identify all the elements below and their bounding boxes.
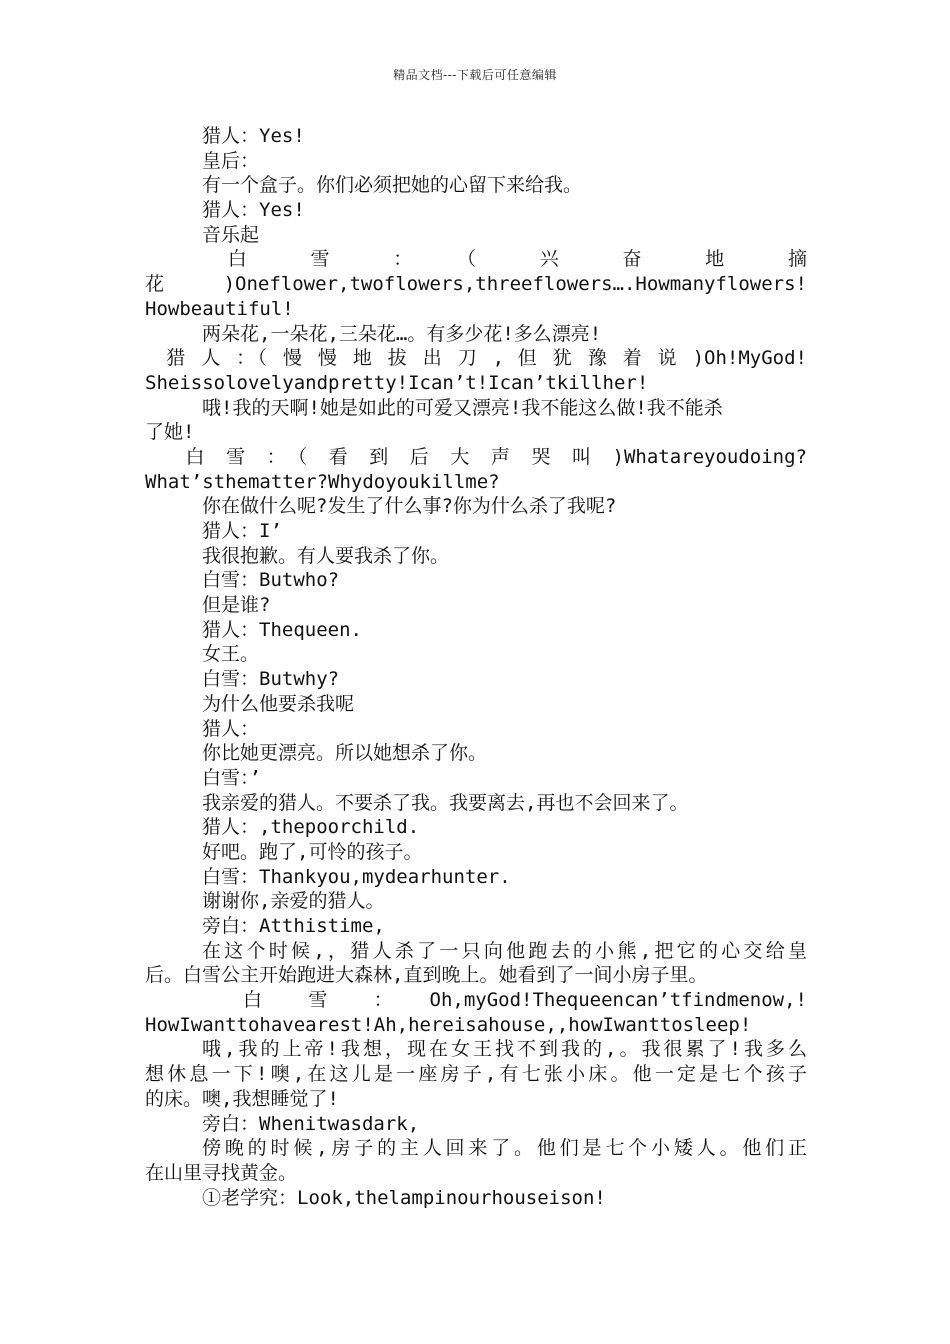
text-line: 猎人：Yes! [202, 125, 305, 147]
text-line: 猎人：I’ [202, 520, 282, 542]
text-line: 白雪：’ [202, 766, 261, 789]
text-line: 的床。噢,我想睡觉了! [145, 1087, 339, 1110]
text-line: 为什么他要杀我呢 [202, 692, 355, 715]
text-line: 两朵花,一朵花,三朵花…。有多少花!多么漂亮! [202, 322, 602, 345]
text-line: 后。白雪公主开始跑进大森林,直到晚上。她看到了一间小房子里。 [145, 964, 708, 987]
text-line: 旁白：Whenitwasdark, [202, 1112, 420, 1135]
text-line: 白雪：Butwhy? [202, 668, 340, 691]
text-line: 猎 人 ：（ 慢 慢 地 拔 出 刀 , 但 犹 豫 着 说 )Oh!MyGod! [145, 347, 807, 370]
text-line: 哦!我的天啊!她是如此的可爱又漂亮!我不能这么做!我不能杀 [202, 396, 723, 419]
text-line: 猎人：Thequeen. [202, 618, 362, 641]
text-line: 猎人： [202, 717, 260, 740]
text-line: Howbeautiful! [145, 297, 294, 320]
text-line: 在山里寻找黄金。 [145, 1161, 298, 1184]
text-line: 但是谁? [202, 594, 271, 617]
text-line: 有一个盒子。你们必须把她的心留下来给我。 [202, 174, 583, 197]
text-line: 谢谢你,亲爱的猎人。 [202, 890, 385, 913]
page-header: 精品文档---下载后可任意编辑 [393, 68, 557, 82]
text-line: 哦,我的上帝!我想，现在女王找不到我的,。我很累了!我多么 [202, 1038, 807, 1061]
text-line: 你在做什么呢?发生了什么事?你为什么杀了我呢? [202, 495, 617, 518]
text-line: ①老学究：Look,thelampinourhouseison! [202, 1186, 606, 1209]
text-line: 女王。 [202, 643, 260, 666]
text-line: 傍晚的时候,房子的主人回来了。他们是七个小矮人。他们正 [202, 1137, 807, 1160]
text-line: 皇后： [202, 149, 260, 172]
text-line: 好吧。跑了,可怜的孩子。 [202, 840, 423, 863]
text-line: 白 雪 ： （ 看 到 后 大 声 哭 叫 )Whatareyoudoing? [145, 445, 807, 468]
text-line: Sheissolovelyandpretty!Ican’t!Ican’tkillher! [145, 371, 649, 394]
text-line: 花 )Oneflower,twoflowers,threeflowers….Howmanyflowers! [145, 273, 807, 296]
text-line: 猎人：Yes! [202, 199, 305, 222]
text-line: 了她! [145, 421, 195, 444]
document-body [145, 124, 807, 1210]
text-line: What’sthematter?Whydoyoukillme? [145, 470, 500, 493]
text-line: 想休息一下!噢,在这儿是一座房子,有七张小床。他一定是七个孩子 [145, 1063, 807, 1086]
text-line: 音乐起 [202, 223, 260, 246]
text-line: 在这个时候,，猎人杀了一只向他跑去的小熊,把它的心交给皇 [202, 939, 807, 962]
text-line: 白 雪 ： Oh,myGod!Thequeencan’tfindmenow,! [145, 989, 807, 1012]
text-line: 你比她更漂亮。所以她想杀了你。 [202, 742, 488, 765]
text-line: 白雪：Thankyou,mydearhunter. [202, 865, 511, 888]
text-line: 我亲爱的猎人。不要杀了我。我要离去,再也不会回来了。 [202, 791, 689, 814]
text-line: 白 雪 ： （ 兴 奋 地 摘 [145, 248, 807, 271]
text-line: 白雪：Butwho? [202, 569, 340, 592]
text-line: HowIwanttohavearest!Ah,hereisahouse,,howIwanttosleep! [145, 1013, 752, 1036]
text-line: 猎人：,thepoorchild. [202, 816, 420, 839]
text-line: 我很抱歉。有人要我杀了你。 [202, 544, 450, 567]
text-line: 旁白：Atthistime, [202, 915, 385, 937]
